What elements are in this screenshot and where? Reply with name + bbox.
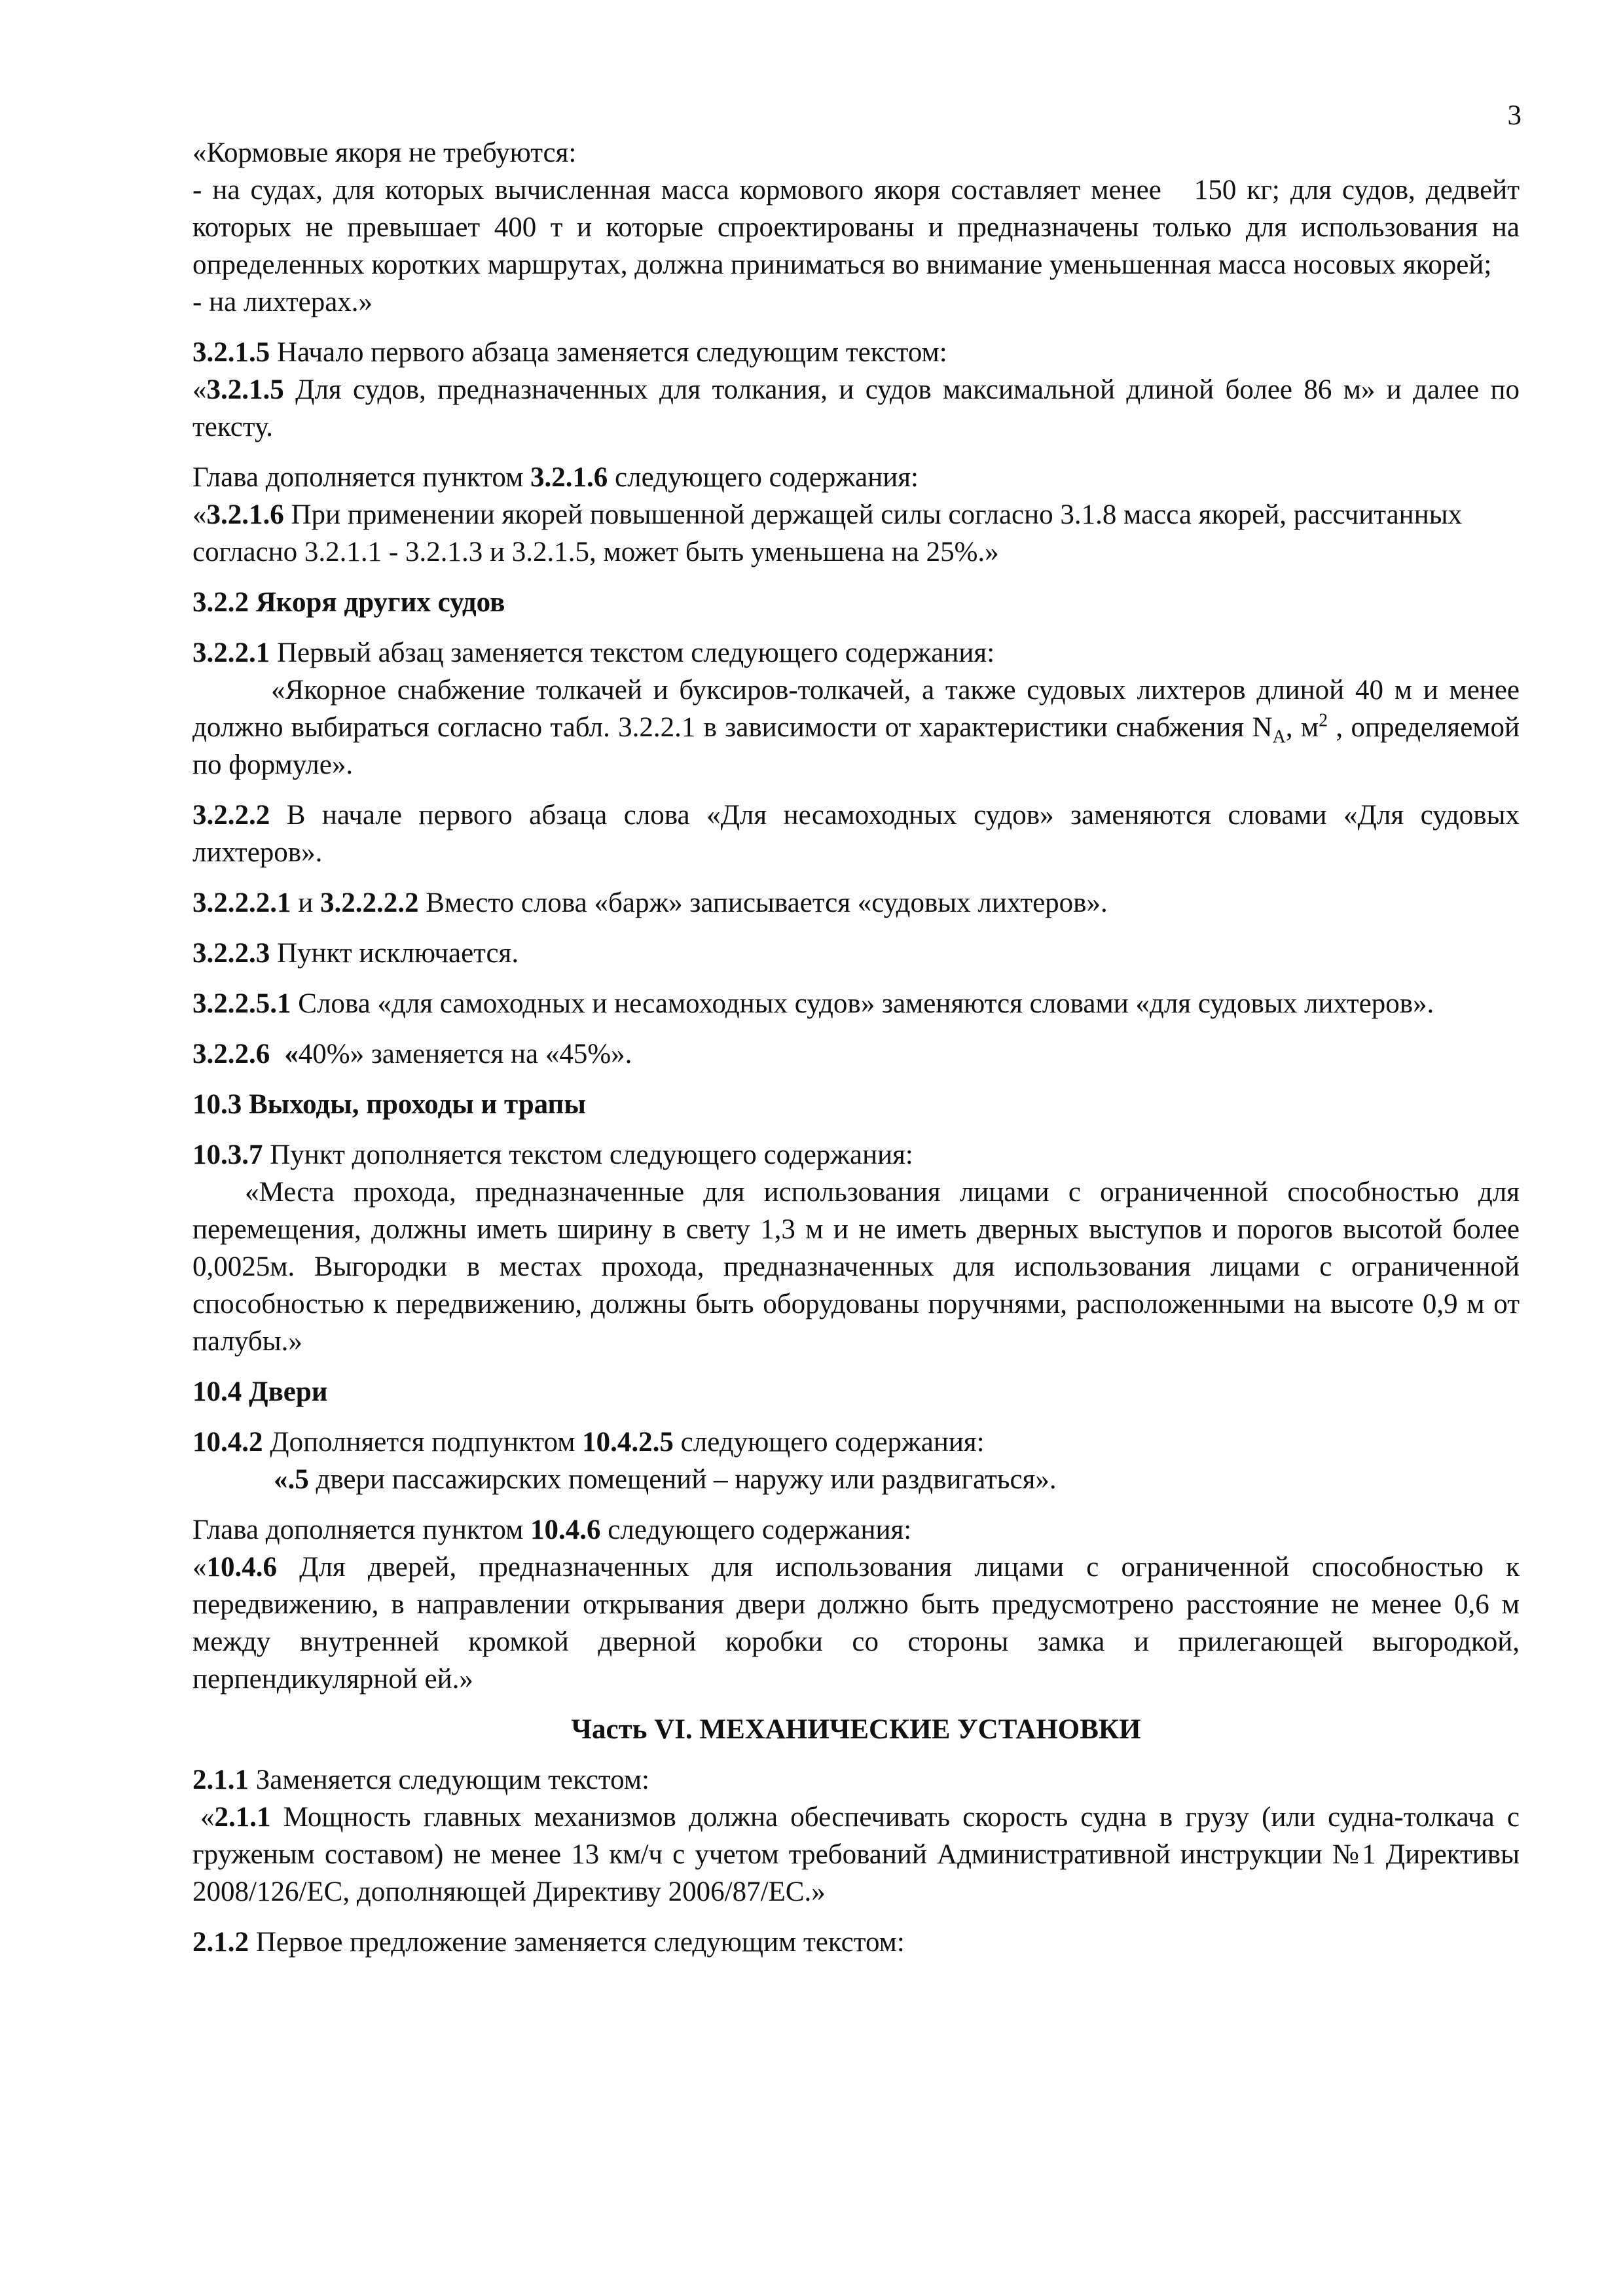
paragraph: Глава дополняется пунктом 10.4.6 следующего содержания:	[192, 1515, 912, 1545]
clause-3-2-2-6: 3.2.2.6 «40%» заменяется на «45%».	[192, 1039, 632, 1069]
paragraph: 2.1.1 Заменяется следующим текстом:	[192, 1765, 649, 1795]
stern-anchor-quote	[192, 134, 1520, 321]
clause-10-4-6	[192, 1511, 1520, 1698]
clause-3-2-2-5-1: 3.2.2.5.1 Слова «для самоходных и несамоходных судов» заменяются словами «для судовых лихтеров».	[192, 988, 1434, 1019]
paragraph: 3.2.2.1 Первый абзац заменяется текстом следующего содержания:	[192, 637, 995, 668]
page-number: 3	[1507, 100, 1522, 131]
clause-10-3-7	[192, 1136, 1520, 1360]
paragraph: «3.2.1.5 Для судов, предназначенных для толкания, и судов максимальной длиной более 86 м» и далее по тексту.	[192, 374, 1520, 442]
clause-2-1-1	[192, 1761, 1520, 1910]
paragraph: «2.1.1 Мощность главных механизмов должна обеспечивать скорость судна в грузу (или судна-толкача с груженым составом) не менее 13 км/ч с учетом требований Административной инструкции №1 Директивы 2008/126/ЕС, дополняющей Директиву 2006/87/ЕС.»	[192, 1802, 1520, 1907]
paragraph: Глава дополняется пунктом 3.2.1.6 следующего содержания:	[192, 462, 919, 493]
paragraph: «3.2.1.6 При применении якорей повышенной держащей силы согласно 3.1.8 масса якорей, рассчитанных согласно 3.2.1.1 - 3.2.1.3 и 3.2.1.5, может быть уменьшена на 25%.»	[192, 499, 1463, 567]
paragraph: «Места прохода, предназначенные для использования лицами с ограниченной способностью для перемещения, должны иметь ширину в свету 1,3 м и не иметь дверных выступов и порогов высотой более 0,0025м. Выгородки в местах прохода, предназначенных для использования лицами с ограниченной способностью к передвижению, должны быть оборудованы поручнями, расположенными на высоте 0,9 м от палубы.»	[192, 1177, 1520, 1357]
section-heading: 3.2.2 Якоря других судов	[192, 587, 505, 618]
paragraph: 10.3.7 Пункт дополняется текстом следующего содержания:	[192, 1139, 913, 1170]
clause-3-2-1-6	[192, 459, 1520, 571]
clause-3-2-2-2: 3.2.2.2 В начале первого абзаца слова «Для несамоходных судов» заменяются словами «Для судовых лихтеров».	[192, 800, 1520, 868]
paragraph: «Якорное снабжение толкачей и буксиров-толкачей, а также судовых лихтеров длиной 40 м и менее должно выбираться согласно табл. 3.2.2.1 в зависимости от характеристики снабжения $N_A$, $м^2$ , определяемой по формуле».	[192, 675, 1520, 780]
clause-3-2-1-5	[192, 334, 1520, 446]
paragraph: 10.4.2 Дополняется подпунктом 10.4.2.5 следующего содержания:	[192, 1427, 985, 1458]
clause-3-2-2-2-1: 3.2.2.2.1 и 3.2.2.2.2 Вместо слова «барж» записывается «судовых лихтеров».	[192, 888, 1108, 918]
section-heading: 10.4 Двери	[192, 1376, 328, 1407]
paragraph: - на судах, для которых вычисленная масса кормового якоря составляет менее 150 кг; для судов, дедвейт которых не превышает 400 т и которые спроектированы и предназначены только для использования на определенных коротких маршрутах, должна приниматься во внимание уменьшенная масса носовых якорей;	[192, 175, 1520, 280]
paragraph: «10.4.6 Для дверей, предназначенных для использования лицами с ограниченной способностью к передвижению, в направлении открывания двери должно быть предусмотрено расстояние не менее 0,6 м между внутренней кромкой дверной коробки со стороны замка и прилегающей выгородкой, перпендикулярной ей.»	[192, 1552, 1520, 1695]
section-heading: 10.3 Выходы, проходы и трапы	[192, 1089, 586, 1120]
clause-10-4-2	[192, 1424, 1520, 1498]
clause-3-2-2-3: 3.2.2.3 Пункт исключается.	[192, 938, 519, 969]
paragraph: «.5 двери пассажирских помещений – наружу или раздвигаться».	[274, 1464, 1057, 1495]
paragraph: - на лихтерах.»	[192, 287, 373, 317]
page-body	[192, 134, 1520, 1961]
paragraph: «Кормовые якоря не требуются:	[192, 137, 577, 168]
clause-3-2-2-1	[192, 634, 1520, 783]
paragraph: 3.2.1.5 Начало первого абзаца заменяется следующим текстом:	[192, 337, 947, 368]
part-heading: Часть VI. МЕХАНИЧЕСКИЕ УСТАНОВКИ	[571, 1714, 1141, 1745]
clause-2-1-2: 2.1.2 Первое предложение заменяется следующим текстом:	[192, 1927, 905, 1958]
